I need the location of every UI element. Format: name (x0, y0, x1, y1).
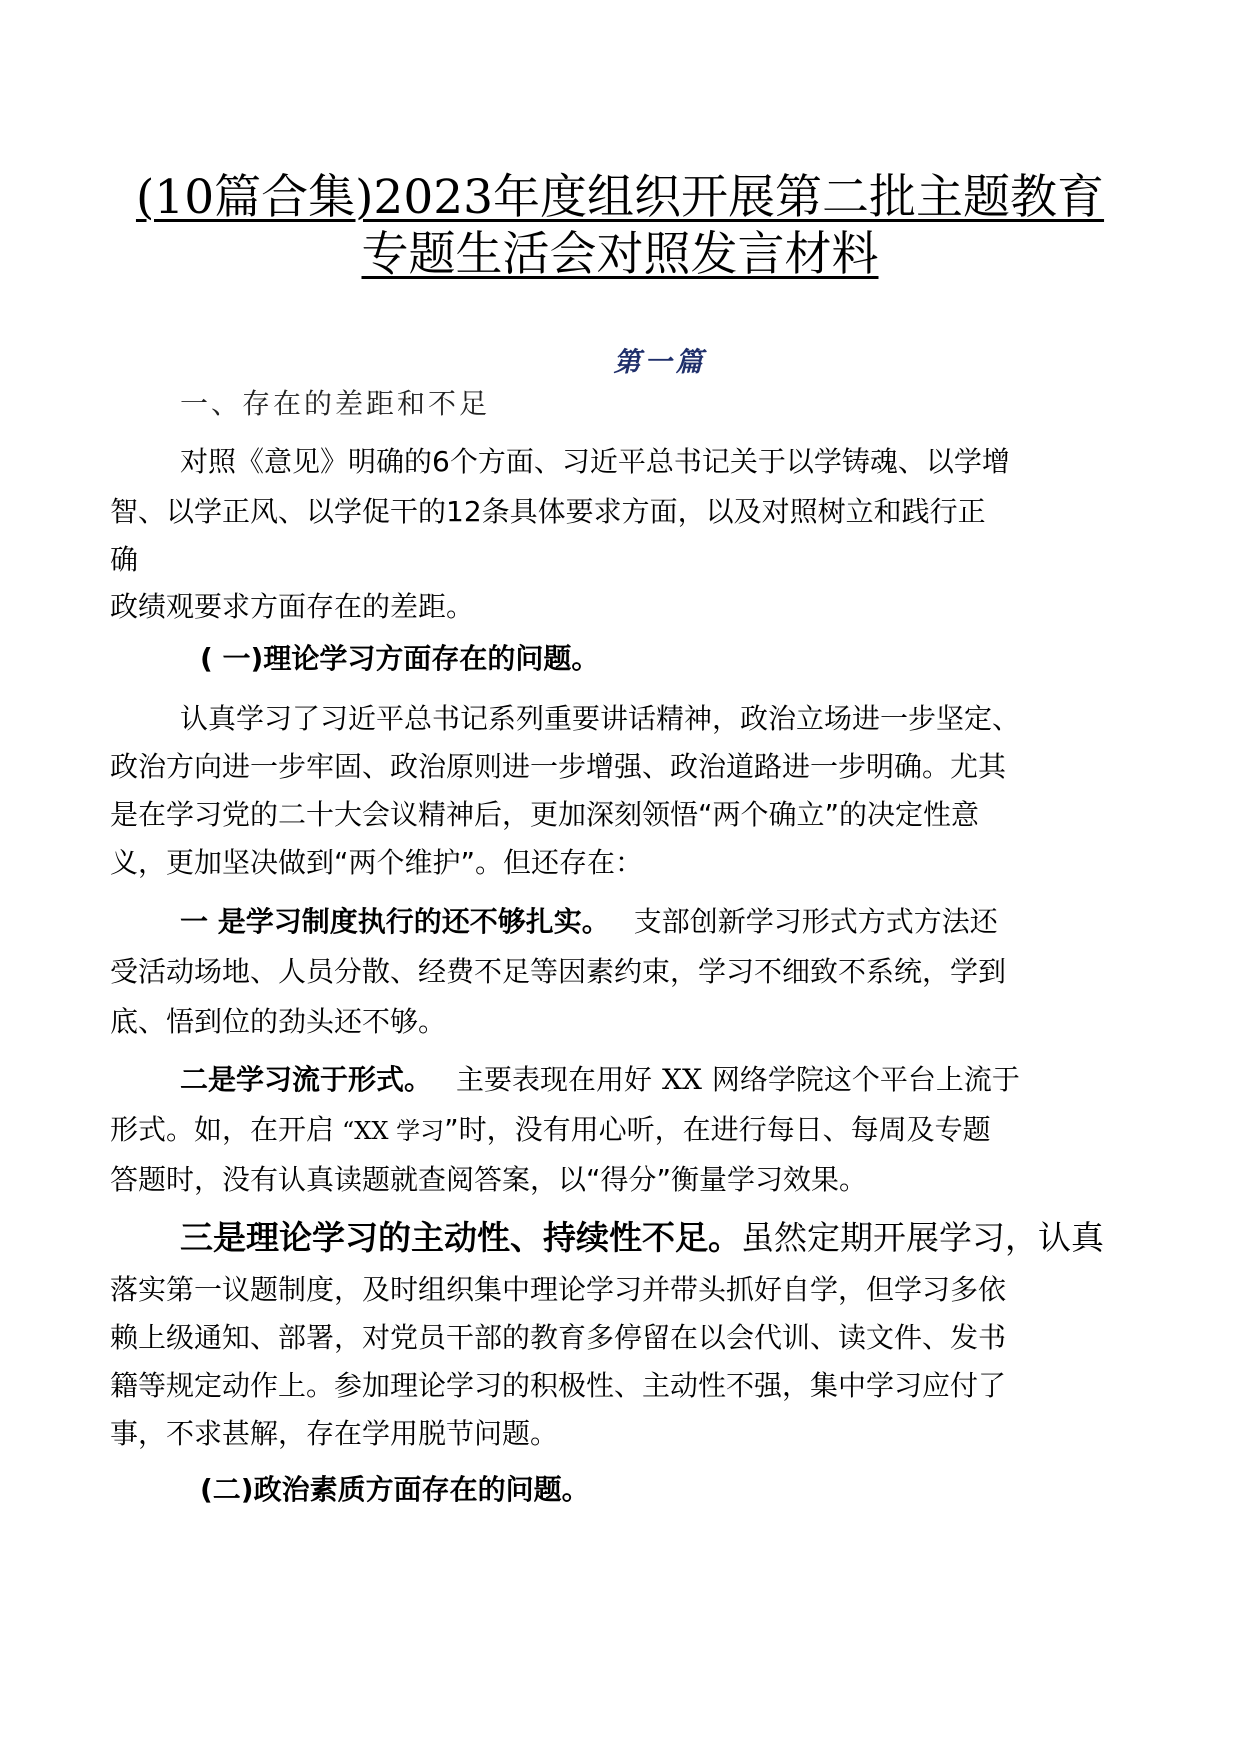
chapter-heading: 第一篇 (613, 347, 707, 378)
paragraph-4-line-5: 事，不求甚解，存在学用脱节问题。 (110, 1417, 559, 1450)
paragraph-2-line-1-text: 支部创新学习形式方式方法还 (633, 905, 998, 938)
paragraph-3-line-2-b: ”时，没有用心听，在进行每日、每周及专题 (444, 1113, 991, 1146)
paragraph-1-line-4: 义，更加坚决做到“两个维护”。但还存在： (110, 846, 644, 879)
paragraph-2-line-1 (180, 900, 998, 940)
paragraph-3-xx: XX (662, 1063, 702, 1096)
document-title-line-1: (10篇合集)2023年度组织开展第二批主题教育 (135, 170, 1105, 225)
subheading-theory-study: ( 一)理论学习方面存在的问题。 (200, 642, 600, 675)
paragraph-3-line-2 (110, 1108, 991, 1148)
paragraph-4-line-1 (180, 1212, 1104, 1259)
paragraph-1-line-3: 是在学习党的二十大会议精神后，更加深刻领悟“两个确立”的决定性意 (110, 798, 980, 831)
paragraph-3-lead: 二是学习流于形式。 (180, 1063, 433, 1096)
paragraph-2-line-3: 底、悟到位的劲头还不够。 (110, 1005, 447, 1038)
intro-line-4: 政绩观要求方面存在的差距。 (110, 590, 475, 623)
paragraph-4-line-4: 籍等规定动作上。参加理论学习的积极性、主动性不强，集中学习应付了 (110, 1369, 1007, 1402)
paragraph-4-line-3: 赖上级通知、部署，对党员干部的教育多停留在以会代训、读文件、发书 (110, 1321, 1007, 1354)
intro-line-2: 智、以学正风、以学促干的12条具体要求方面，以及对照树立和践行正 (110, 495, 986, 528)
paragraph-4-lead: 三是理论学习的主动性、持续性不足。 (180, 1218, 741, 1257)
paragraph-2-lead: 一 是学习制度执行的还不够扎实。 (180, 905, 610, 938)
paragraph-2-line-2: 受活动场地、人员分散、经费不足等因素约束，学习不细致不系统，学到 (110, 955, 1007, 988)
paragraph-1-line-2: 政治方向进一步牢固、政治原则进一步增强、政治道路进一步明确。尤其 (110, 750, 1007, 783)
paragraph-3-line-1 (180, 1058, 1020, 1098)
paragraph-1-line-1: 认真学习了习近平总书记系列重要讲话精神，政治立场进一步坚定、 (180, 702, 1021, 735)
intro-line-3: 确 (110, 543, 139, 576)
paragraph-4-line-1-text: 虽然定期开展学习，认真 (741, 1218, 1104, 1257)
paragraph-4-line-2: 落实第一议题制度，及时组织集中理论学习并带头抓好自学，但学习多依 (110, 1273, 1007, 1306)
paragraph-3-line-2-a: 形式。如，在开启 (110, 1113, 335, 1146)
paragraph-3-line-1-rest: 网络学院这个平台上流于 (711, 1063, 1020, 1096)
intro-line-1: 对照《意见》明确的6个方面、习近平总书记关于以学铸魂、以学增 (180, 445, 1010, 478)
paragraph-3-xx-study: “XX 学习 (342, 1117, 445, 1145)
subheading-political-quality: (二)政治素质方面存在的问题。 (200, 1473, 590, 1506)
section-heading: 一、存在的差距和不足 (180, 387, 491, 420)
paragraph-3-line-3: 答题时，没有认真读题就查阅答案，以“得分”衡量学习效果。 (110, 1163, 868, 1196)
document-title-line-2: 专题生活会对照发言材料 (361, 227, 879, 282)
paragraph-3-line-1-mid: 主要表现在用好 (456, 1063, 653, 1096)
